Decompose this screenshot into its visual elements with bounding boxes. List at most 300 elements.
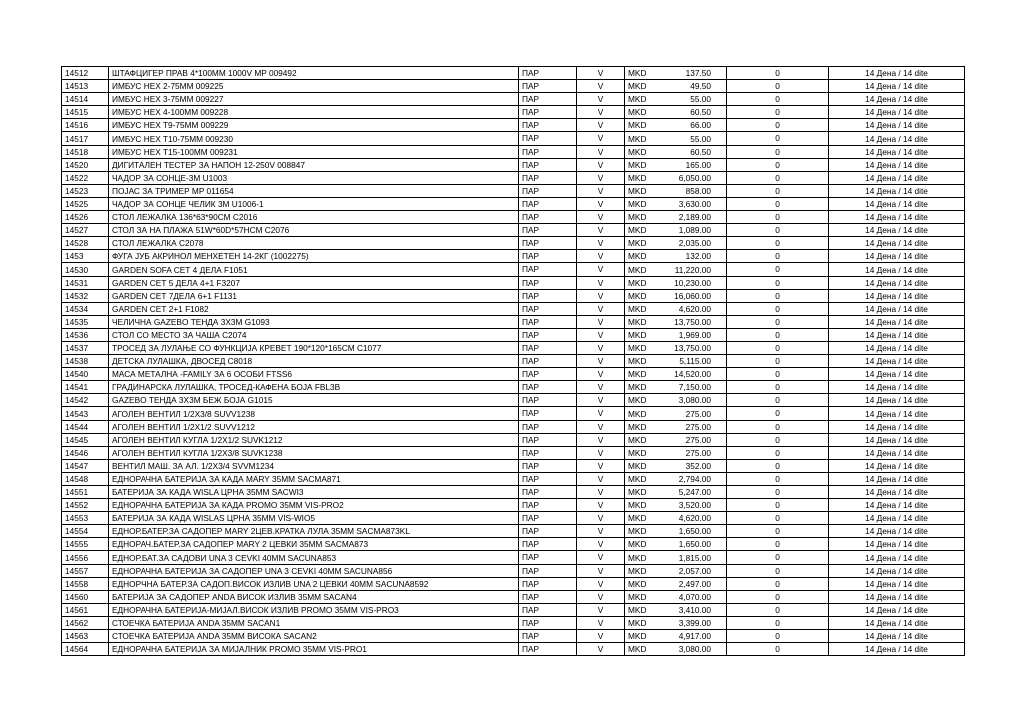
payment-term-cell: 14 Дена / 14 dite (829, 132, 965, 145)
payment-term-cell: 14 Дена / 14 dite (829, 184, 965, 197)
currency-label: MKD (628, 185, 647, 196)
product-code-cell: 1453 (62, 250, 109, 263)
payment-term-cell: 14 Дена / 14 dite (829, 630, 965, 643)
currency-price-cell (625, 472, 727, 485)
price-value: 4,070.00 (678, 591, 711, 602)
quantity-cell: 0 (727, 538, 829, 551)
quantity-cell: 0 (727, 302, 829, 315)
table-row (62, 407, 965, 420)
quantity-cell: 0 (727, 551, 829, 564)
currency-label: MKD (628, 133, 647, 144)
currency-price-cell (625, 171, 727, 184)
quantity-cell: 0 (727, 472, 829, 485)
product-code-cell: 14535 (62, 315, 109, 328)
unit-cell: ПАР (519, 407, 577, 420)
vat-flag-cell: V (577, 211, 625, 224)
currency-price-cell (625, 93, 727, 106)
product-name-cell: GAZEBO ТЕНДА 3Х3М БЕЖ БОЈА G1015 (109, 394, 519, 407)
table-row (62, 564, 965, 577)
unit-cell: ПАР (519, 289, 577, 302)
quantity-cell: 0 (727, 394, 829, 407)
product-name-cell: СТОЛ ЛЕЖАЛКА C2078 (109, 237, 519, 250)
currency-price-cell (625, 564, 727, 577)
product-name-cell: ЕДНОР.БАТ.ЗА САДОВИ UNA 3 CEVKI 40MM SACUNA853 (109, 551, 519, 564)
vat-flag-cell: V (577, 590, 625, 603)
unit-cell: ПАР (519, 106, 577, 119)
quantity-cell: 0 (727, 106, 829, 119)
vat-flag-cell: V (577, 355, 625, 368)
product-name-cell: GARDEN SOFA СЕТ 4 ДЕЛА F1051 (109, 263, 519, 276)
quantity-cell: 0 (727, 263, 829, 276)
payment-term-cell: 14 Дена / 14 dite (829, 446, 965, 459)
vat-flag-cell: V (577, 276, 625, 289)
currency-price-cell (625, 67, 727, 80)
price-value: 5,247.00 (678, 487, 711, 498)
currency-price-cell (625, 420, 727, 433)
payment-term-cell: 14 Дена / 14 dite (829, 224, 965, 237)
vat-flag-cell: V (577, 630, 625, 643)
payment-term-cell: 14 Дена / 14 dite (829, 590, 965, 603)
currency-label: MKD (628, 395, 647, 406)
quantity-cell: 0 (727, 119, 829, 132)
vat-flag-cell: V (577, 616, 625, 629)
currency-price-cell (625, 446, 727, 459)
product-code-cell: 14525 (62, 197, 109, 210)
currency-price-cell (625, 512, 727, 525)
payment-term-cell: 14 Дена / 14 dite (829, 328, 965, 341)
unit-cell: ПАР (519, 381, 577, 394)
product-code-cell: 14546 (62, 446, 109, 459)
table-row (62, 630, 965, 643)
product-code-cell: 14547 (62, 459, 109, 472)
product-code-cell: 14543 (62, 407, 109, 420)
price-value: 49.50 (690, 81, 711, 92)
price-value: 14,520.00 (674, 369, 711, 380)
quantity-cell: 0 (727, 355, 829, 368)
payment-term-cell: 14 Дена / 14 dite (829, 616, 965, 629)
product-name-cell: ГРАДИНАРСКА ЛУЛАШКА, ТРОСЕД-КАФЕНА БОЈА FBL3B (109, 381, 519, 394)
vat-flag-cell: V (577, 538, 625, 551)
table-row (62, 499, 965, 512)
quantity-cell: 0 (727, 577, 829, 590)
payment-term-cell: 14 Дена / 14 dite (829, 250, 965, 263)
unit-cell: ПАР (519, 224, 577, 237)
currency-price-cell (625, 158, 727, 171)
currency-price-cell (625, 486, 727, 499)
currency-label: MKD (628, 212, 647, 223)
product-code-cell: 14527 (62, 224, 109, 237)
table-row (62, 132, 965, 145)
table-row (62, 224, 965, 237)
vat-flag-cell: V (577, 289, 625, 302)
currency-price-cell (625, 302, 727, 315)
price-value: 3,630.00 (678, 199, 711, 210)
table-row (62, 250, 965, 263)
product-name-cell: АГОЛЕН ВЕНТИЛ КУГЛА 1/2Х1/2 SUVK1212 (109, 433, 519, 446)
currency-price-cell (625, 577, 727, 590)
table-row (62, 459, 965, 472)
price-value: 55.00 (690, 94, 711, 105)
currency-label: MKD (628, 604, 647, 615)
unit-cell: ПАР (519, 132, 577, 145)
currency-label: MKD (628, 382, 647, 393)
unit-cell: ПАР (519, 486, 577, 499)
payment-term-cell: 14 Дена / 14 dite (829, 171, 965, 184)
unit-cell: ПАР (519, 328, 577, 341)
vat-flag-cell: V (577, 446, 625, 459)
product-code-cell: 14520 (62, 158, 109, 171)
payment-term-cell: 14 Дена / 14 dite (829, 512, 965, 525)
product-code-cell: 14523 (62, 184, 109, 197)
unit-cell: ПАР (519, 158, 577, 171)
table-row (62, 472, 965, 485)
product-name-cell: АГОЛЕН ВЕНТИЛ КУГЛА 1/2Х3/8 SUVK1238 (109, 446, 519, 459)
payment-term-cell: 14 Дена / 14 dite (829, 80, 965, 93)
payment-term-cell: 14 Дена / 14 dite (829, 368, 965, 381)
product-code-cell: 14553 (62, 512, 109, 525)
product-code-cell: 14530 (62, 263, 109, 276)
quantity-cell: 0 (727, 328, 829, 341)
table-row (62, 315, 965, 328)
price-value: 2,189.00 (678, 212, 711, 223)
product-name-cell: ИМБУС HEX T9-75ММ 009229 (109, 119, 519, 132)
table-row (62, 394, 965, 407)
product-name-cell: СТОЛ СО МЕСТО ЗА ЧАША C2074 (109, 328, 519, 341)
currency-price-cell (625, 106, 727, 119)
table-row (62, 237, 965, 250)
vat-flag-cell: V (577, 197, 625, 210)
product-name-cell: ТРОСЕД ЗА ЛУЛАЊЕ СО ФУНКЦИЈА КРЕВЕТ 190*120*165СМ C1077 (109, 341, 519, 354)
product-code-cell: 14526 (62, 211, 109, 224)
vat-flag-cell: V (577, 551, 625, 564)
table-row (62, 145, 965, 158)
price-value: 1,089.00 (678, 225, 711, 236)
product-name-cell: ЧАДОР ЗА СОНЦЕ ЧЕЛИК 3М U1006-1 (109, 197, 519, 210)
product-name-cell: БАТЕРИЈА ЗА КАДА WISLA ЦРНА 35ММ SACWI3 (109, 486, 519, 499)
vat-flag-cell: V (577, 250, 625, 263)
vat-flag-cell: V (577, 171, 625, 184)
payment-term-cell: 14 Дена / 14 dite (829, 145, 965, 158)
unit-cell: ПАР (519, 368, 577, 381)
currency-label: MKD (628, 421, 647, 432)
unit-cell: ПАР (519, 446, 577, 459)
currency-label: MKD (628, 290, 647, 301)
currency-label: MKD (628, 618, 647, 629)
quantity-cell: 0 (727, 80, 829, 93)
payment-term-cell: 14 Дена / 14 dite (829, 407, 965, 420)
table-row (62, 420, 965, 433)
price-value: 275.00 (685, 408, 711, 419)
unit-cell: ПАР (519, 67, 577, 80)
payment-term-cell: 14 Дена / 14 dite (829, 420, 965, 433)
vat-flag-cell: V (577, 603, 625, 616)
quantity-cell: 0 (727, 132, 829, 145)
currency-price-cell (625, 237, 727, 250)
table-row (62, 446, 965, 459)
payment-term-cell: 14 Дена / 14 dite (829, 158, 965, 171)
vat-flag-cell: V (577, 93, 625, 106)
unit-cell: ПАР (519, 145, 577, 158)
payment-term-cell: 14 Дена / 14 dite (829, 472, 965, 485)
price-value: 4,620.00 (678, 513, 711, 524)
vat-flag-cell: V (577, 512, 625, 525)
payment-term-cell: 14 Дена / 14 dite (829, 486, 965, 499)
unit-cell: ПАР (519, 512, 577, 525)
product-code-cell: 14545 (62, 433, 109, 446)
price-value: 3,520.00 (678, 500, 711, 511)
product-code-cell: 14542 (62, 394, 109, 407)
payment-term-cell: 14 Дена / 14 dite (829, 459, 965, 472)
unit-cell: ПАР (519, 459, 577, 472)
payment-term-cell: 14 Дена / 14 dite (829, 538, 965, 551)
currency-price-cell (625, 381, 727, 394)
product-name-cell: СТОЛ ЗА НА ПЛАЖА 51W*60D*57HCM C2076 (109, 224, 519, 237)
price-value: 275.00 (685, 434, 711, 445)
unit-cell: ПАР (519, 394, 577, 407)
currency-label: MKD (628, 644, 647, 655)
unit-cell: ПАР (519, 341, 577, 354)
quantity-cell: 0 (727, 158, 829, 171)
table-row (62, 184, 965, 197)
table-row (62, 577, 965, 590)
unit-cell: ПАР (519, 355, 577, 368)
unit-cell: ПАР (519, 616, 577, 629)
price-value: 60.50 (690, 146, 711, 157)
quantity-cell: 0 (727, 67, 829, 80)
price-value: 1,650.00 (678, 526, 711, 537)
currency-label: MKD (628, 460, 647, 471)
currency-price-cell (625, 197, 727, 210)
price-value: 4,917.00 (678, 631, 711, 642)
price-value: 66.00 (690, 120, 711, 131)
vat-flag-cell: V (577, 368, 625, 381)
product-code-cell: 14551 (62, 486, 109, 499)
vat-flag-cell: V (577, 394, 625, 407)
quantity-cell: 0 (727, 603, 829, 616)
currency-label: MKD (628, 513, 647, 524)
unit-cell: ПАР (519, 263, 577, 276)
vat-flag-cell: V (577, 67, 625, 80)
currency-price-cell (625, 224, 727, 237)
currency-label: MKD (628, 146, 647, 157)
unit-cell: ПАР (519, 538, 577, 551)
quantity-cell: 0 (727, 381, 829, 394)
payment-term-cell: 14 Дена / 14 dite (829, 394, 965, 407)
price-list-table (61, 66, 965, 656)
quantity-cell: 0 (727, 171, 829, 184)
currency-price-cell (625, 643, 727, 656)
table-row (62, 80, 965, 93)
table-row (62, 211, 965, 224)
quantity-cell: 0 (727, 407, 829, 420)
currency-label: MKD (628, 316, 647, 327)
vat-flag-cell: V (577, 564, 625, 577)
quantity-cell: 0 (727, 446, 829, 459)
unit-cell: ПАР (519, 630, 577, 643)
product-name-cell: ИМБУС HEX T15-100ММ 009231 (109, 145, 519, 158)
payment-term-cell: 14 Дена / 14 dite (829, 106, 965, 119)
currency-label: MKD (628, 81, 647, 92)
vat-flag-cell: V (577, 132, 625, 145)
payment-term-cell: 14 Дена / 14 dite (829, 341, 965, 354)
quantity-cell: 0 (727, 237, 829, 250)
vat-flag-cell: V (577, 341, 625, 354)
quantity-cell: 0 (727, 420, 829, 433)
currency-label: MKD (628, 277, 647, 288)
product-code-cell: 14540 (62, 368, 109, 381)
currency-label: MKD (628, 94, 647, 105)
currency-label: MKD (628, 408, 647, 419)
table-row (62, 512, 965, 525)
product-name-cell: АГОЛЕН ВЕНТИЛ 1/2Х3/8 SUVV1238 (109, 407, 519, 420)
product-code-cell: 14514 (62, 93, 109, 106)
table-row (62, 538, 965, 551)
table-row (62, 197, 965, 210)
payment-term-cell: 14 Дена / 14 dite (829, 381, 965, 394)
table-row (62, 302, 965, 315)
product-code-cell: 14536 (62, 328, 109, 341)
unit-cell: ПАР (519, 171, 577, 184)
payment-term-cell: 14 Дена / 14 dite (829, 577, 965, 590)
currency-label: MKD (628, 251, 647, 262)
currency-price-cell (625, 184, 727, 197)
table-row (62, 106, 965, 119)
vat-flag-cell: V (577, 499, 625, 512)
payment-term-cell: 14 Дена / 14 dite (829, 551, 965, 564)
vat-flag-cell: V (577, 224, 625, 237)
product-name-cell: ДЕТСКА ЛУЛАШКА, ДВОСЕД C8018 (109, 355, 519, 368)
table-row (62, 67, 965, 80)
currency-label: MKD (628, 369, 647, 380)
unit-cell: ПАР (519, 525, 577, 538)
payment-term-cell: 14 Дена / 14 dite (829, 603, 965, 616)
unit-cell: ПАР (519, 643, 577, 656)
vat-flag-cell: V (577, 381, 625, 394)
price-value: 2,497.00 (678, 578, 711, 589)
payment-term-cell: 14 Дена / 14 dite (829, 564, 965, 577)
unit-cell: ПАР (519, 276, 577, 289)
price-value: 275.00 (685, 447, 711, 458)
price-value: 132.00 (685, 251, 711, 262)
quantity-cell: 0 (727, 459, 829, 472)
currency-label: MKD (628, 539, 647, 550)
currency-label: MKD (628, 447, 647, 458)
quantity-cell: 0 (727, 643, 829, 656)
currency-price-cell (625, 590, 727, 603)
product-name-cell: ИМБУС HEX 3-75ММ 009227 (109, 93, 519, 106)
quantity-cell: 0 (727, 197, 829, 210)
quantity-cell: 0 (727, 341, 829, 354)
quantity-cell: 0 (727, 211, 829, 224)
product-name-cell: ВЕНТИЛ МАШ. ЗА АЛ. 1/2Х3/4 SVVM1234 (109, 459, 519, 472)
vat-flag-cell: V (577, 328, 625, 341)
vat-flag-cell: V (577, 472, 625, 485)
vat-flag-cell: V (577, 315, 625, 328)
currency-price-cell (625, 263, 727, 276)
table-row (62, 171, 965, 184)
vat-flag-cell: V (577, 184, 625, 197)
quantity-cell: 0 (727, 224, 829, 237)
price-value: 2,794.00 (678, 474, 711, 484)
price-value: 137.50 (685, 68, 711, 79)
product-code-cell: 14548 (62, 472, 109, 485)
currency-price-cell (625, 394, 727, 407)
currency-price-cell (625, 499, 727, 512)
unit-cell: ПАР (519, 564, 577, 577)
vat-flag-cell: V (577, 119, 625, 132)
product-code-cell: 14544 (62, 420, 109, 433)
vat-flag-cell: V (577, 80, 625, 93)
product-code-cell: 14554 (62, 525, 109, 538)
currency-label: MKD (628, 172, 647, 183)
table-row (62, 119, 965, 132)
product-code-cell: 14512 (62, 67, 109, 80)
table-row (62, 551, 965, 564)
product-code-cell: 14563 (62, 630, 109, 643)
payment-term-cell: 14 Дена / 14 dite (829, 211, 965, 224)
product-code-cell: 14561 (62, 603, 109, 616)
price-value: 7,150.00 (678, 382, 711, 393)
product-code-cell: 14558 (62, 577, 109, 590)
payment-term-cell: 14 Дена / 14 dite (829, 289, 965, 302)
currency-label: MKD (628, 159, 647, 170)
currency-label: MKD (628, 487, 647, 498)
product-code-cell: 14564 (62, 643, 109, 656)
currency-price-cell (625, 616, 727, 629)
price-value: 16,060.00 (674, 290, 711, 301)
product-name-cell: ЕДНОРАЧ.БАТЕР.ЗА САДОПЕР MARY 2 ЦЕВКИ 35MM SACMA873 (109, 538, 519, 551)
payment-term-cell: 14 Дена / 14 dite (829, 263, 965, 276)
product-code-cell: 14534 (62, 302, 109, 315)
product-code-cell: 14518 (62, 145, 109, 158)
vat-flag-cell: V (577, 459, 625, 472)
product-name-cell: ФУГА ЈУБ АКРИНОЛ МЕНХЕТЕН 14-2КГ (1002275) (109, 250, 519, 263)
product-name-cell: ИМБУС HEX 4-100ММ 009228 (109, 106, 519, 119)
table-row (62, 355, 965, 368)
currency-label: MKD (628, 120, 647, 131)
product-name-cell: ЕДНОРАЧНА БАТЕРИЈА ЗА КАДА PROMO 35MM VIS-PRO2 (109, 499, 519, 512)
product-code-cell: 14516 (62, 119, 109, 132)
payment-term-cell: 14 Дена / 14 dite (829, 302, 965, 315)
product-code-cell: 14515 (62, 106, 109, 119)
product-name-cell: ЧАДОР ЗА СОНЦЕ-3М U1003 (109, 171, 519, 184)
payment-term-cell: 14 Дена / 14 dite (829, 499, 965, 512)
vat-flag-cell: V (577, 263, 625, 276)
quantity-cell: 0 (727, 145, 829, 158)
product-name-cell: ЕДНОРАЧНА БАТЕРИЈА ЗА САДОПЕР UNA 3 CEVKI 40MM SACUNA856 (109, 564, 519, 577)
product-name-cell: ЕДНОРАЧНА БАТЕРИЈА-МИЈАЛ.ВИСОК ИЗЛИВ PROMO 35MM VIS-PRO3 (109, 603, 519, 616)
product-code-cell: 14531 (62, 276, 109, 289)
price-value: 1,815.00 (678, 552, 711, 563)
product-name-cell: ИМБУС HEX 2-75ММ 009225 (109, 80, 519, 93)
unit-cell: ПАР (519, 577, 577, 590)
currency-label: MKD (628, 264, 647, 275)
currency-label: MKD (628, 631, 647, 642)
quantity-cell: 0 (727, 315, 829, 328)
vat-flag-cell: V (577, 525, 625, 538)
quantity-cell: 0 (727, 433, 829, 446)
payment-term-cell: 14 Дена / 14 dite (829, 433, 965, 446)
table-row (62, 289, 965, 302)
currency-price-cell (625, 459, 727, 472)
unit-cell: ПАР (519, 603, 577, 616)
quantity-cell: 0 (727, 184, 829, 197)
currency-label: MKD (628, 356, 647, 367)
quantity-cell: 0 (727, 93, 829, 106)
table-row (62, 93, 965, 106)
unit-cell: ПАР (519, 93, 577, 106)
product-code-cell: 14557 (62, 564, 109, 577)
